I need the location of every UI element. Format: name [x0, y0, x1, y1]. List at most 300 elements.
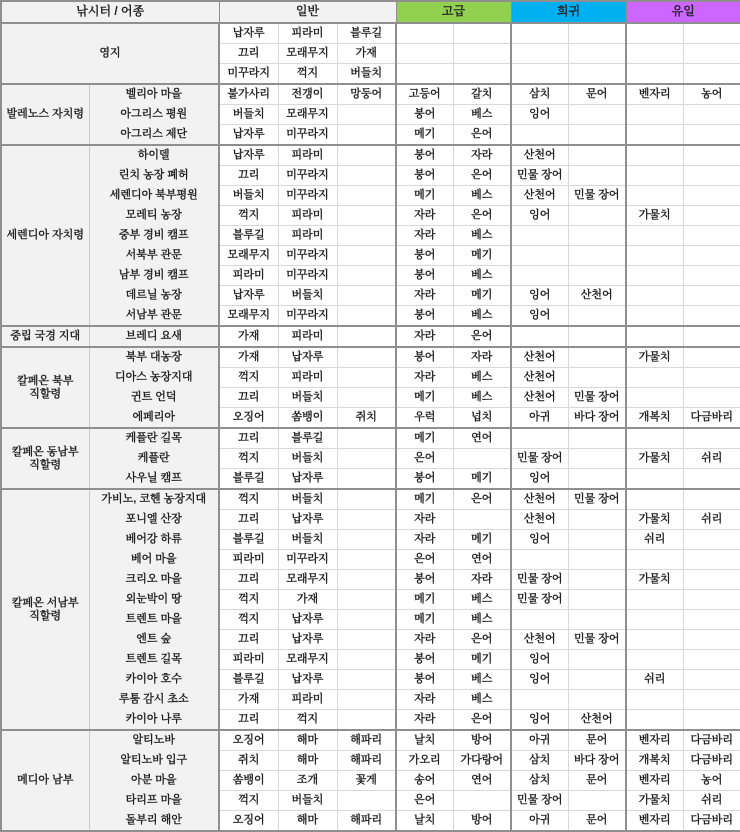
- location-label: 브레디 요새: [89, 326, 219, 347]
- fish-cell-advanced: 붕어: [396, 246, 453, 266]
- table-row: [1, 771, 740, 791]
- location-label: 루툼 감시 초소: [89, 690, 219, 710]
- empty-cell: [626, 690, 683, 710]
- fish-cell-advanced: 메기: [396, 428, 453, 449]
- location-label: 베어 마을: [89, 550, 219, 570]
- table-row: [1, 630, 740, 650]
- empty-cell: [568, 347, 626, 368]
- fish-cell-normal: 블루길: [219, 670, 278, 690]
- empty-cell: [626, 286, 683, 306]
- empty-cell: [683, 550, 740, 570]
- fish-cell-normal: 해파리: [337, 730, 396, 751]
- fish-cell-advanced: 갈치: [453, 84, 511, 105]
- header-spot-species: 낚시터 / 어종: [1, 1, 219, 23]
- empty-cell: [683, 347, 740, 368]
- fish-cell-advanced: 은어: [453, 710, 511, 731]
- empty-cell: [626, 306, 683, 327]
- fish-cell-normal: 버들치: [278, 449, 337, 469]
- location-label: 벨리아 마을: [89, 84, 219, 105]
- fish-cell-advanced: 붕어: [396, 570, 453, 590]
- empty-cell: [626, 428, 683, 449]
- fish-cell-normal: 꺽지: [219, 610, 278, 630]
- fish-cell-advanced: 메기: [453, 650, 511, 670]
- fish-cell-advanced: 베스: [453, 186, 511, 206]
- fish-cell-advanced: 은어: [453, 630, 511, 650]
- table-body: [1, 23, 740, 831]
- fish-cell-normal: 꺽지: [219, 489, 278, 510]
- empty-cell: [626, 105, 683, 125]
- location-label: 케플란 길목: [89, 428, 219, 449]
- location-label: 서북부 관문: [89, 246, 219, 266]
- empty-cell: [626, 125, 683, 146]
- fish-cell-normal: 버들치: [278, 791, 337, 811]
- fish-cell-rare: 아귀: [511, 730, 568, 751]
- fish-cell-rare: 삼치: [511, 84, 568, 105]
- empty-cell: [337, 206, 396, 226]
- fish-cell-rare: 산천어: [568, 286, 626, 306]
- location-label: 모레티 농장: [89, 206, 219, 226]
- empty-cell: [511, 246, 568, 266]
- fish-cell-rare: 산천어: [511, 630, 568, 650]
- fish-cell-advanced: 자라: [396, 206, 453, 226]
- empty-cell: [568, 246, 626, 266]
- fish-cell-rare: 문어: [568, 771, 626, 791]
- table-row: [1, 730, 740, 751]
- fish-cell-advanced: 우럭: [396, 408, 453, 429]
- fish-cell-normal: 꺽지: [219, 368, 278, 388]
- fish-cell-advanced: 베스: [453, 226, 511, 246]
- fish-cell-advanced: 베스: [453, 590, 511, 610]
- table-row: [1, 326, 740, 347]
- fish-cell-normal: 납자루: [219, 125, 278, 146]
- empty-cell: [568, 105, 626, 125]
- fish-cell-unique: 쉬리: [683, 510, 740, 530]
- fish-cell-rare: 잉어: [511, 530, 568, 550]
- table-row: [1, 23, 740, 44]
- region-label: 세렌디아 자치령: [1, 145, 89, 326]
- empty-cell: [683, 570, 740, 590]
- fish-cell-advanced: 메기: [396, 125, 453, 146]
- empty-cell: [683, 186, 740, 206]
- empty-cell: [683, 125, 740, 146]
- empty-cell: [683, 690, 740, 710]
- fish-cell-normal: 끄리: [219, 428, 278, 449]
- header-grade-rare: 희귀: [511, 1, 626, 23]
- empty-cell: [511, 428, 568, 449]
- empty-cell: [626, 266, 683, 286]
- fish-cell-normal: 미꾸라지: [278, 306, 337, 327]
- fish-cell-rare: 잉어: [511, 650, 568, 670]
- empty-cell: [337, 428, 396, 449]
- fish-cell-advanced: 방어: [453, 811, 511, 832]
- fish-cell-advanced: 은어: [453, 166, 511, 186]
- table-row: [1, 449, 740, 469]
- fish-cell-advanced: 붕어: [396, 347, 453, 368]
- empty-cell: [396, 23, 453, 44]
- fish-cell-normal: 가재: [219, 690, 278, 710]
- fish-cell-normal: 끄리: [219, 166, 278, 186]
- fish-cell-normal: 버들치: [278, 489, 337, 510]
- empty-cell: [683, 286, 740, 306]
- fish-cell-advanced: 붕어: [396, 306, 453, 327]
- empty-cell: [683, 166, 740, 186]
- table-row: [1, 530, 740, 550]
- empty-cell: [683, 326, 740, 347]
- fish-cell-normal: 버들치: [219, 105, 278, 125]
- fish-cell-normal: 납자루: [219, 23, 278, 44]
- fish-cell-advanced: 메기: [396, 388, 453, 408]
- empty-cell: [626, 326, 683, 347]
- location-label: 알티노바: [89, 730, 219, 751]
- location-label: 귄트 언덕: [89, 388, 219, 408]
- fish-cell-normal: 꺽지: [219, 590, 278, 610]
- empty-cell: [568, 226, 626, 246]
- table-row: [1, 428, 740, 449]
- fish-cell-advanced: 메기: [396, 590, 453, 610]
- fish-cell-normal: 피라미: [278, 326, 337, 347]
- fish-cell-normal: 가재: [219, 347, 278, 368]
- location-label: 북부 대농장: [89, 347, 219, 368]
- fish-cell-normal: 블루길: [337, 23, 396, 44]
- fish-cell-rare: 잉어: [511, 469, 568, 490]
- fish-cell-normal: 미꾸라지: [278, 186, 337, 206]
- table-row: [1, 590, 740, 610]
- empty-cell: [626, 145, 683, 166]
- empty-cell: [568, 428, 626, 449]
- fish-cell-normal: 해마: [278, 751, 337, 771]
- empty-cell: [337, 347, 396, 368]
- empty-cell: [337, 368, 396, 388]
- fish-cell-advanced: 은어: [453, 206, 511, 226]
- fish-cell-advanced: 베스: [453, 388, 511, 408]
- empty-cell: [453, 791, 511, 811]
- location-label: 타리프 마을: [89, 791, 219, 811]
- region-label: 칼페온 북부 직할령: [1, 347, 89, 428]
- location-label: 아그리스 제단: [89, 125, 219, 146]
- fish-cell-rare: 삼치: [511, 771, 568, 791]
- fish-cell-unique: 다금바리: [683, 751, 740, 771]
- fish-cell-normal: 해마: [278, 730, 337, 751]
- fish-cell-normal: 미꾸라지: [278, 125, 337, 146]
- fish-cell-normal: 피라미: [278, 690, 337, 710]
- empty-cell: [626, 186, 683, 206]
- fish-cell-normal: 끄리: [219, 570, 278, 590]
- fish-cell-advanced: 메기: [453, 286, 511, 306]
- empty-cell: [683, 428, 740, 449]
- location-label: 카이아 나루: [89, 710, 219, 731]
- table-row: [1, 266, 740, 286]
- empty-cell: [626, 226, 683, 246]
- fish-cell-advanced: 자라: [396, 530, 453, 550]
- table-row: [1, 510, 740, 530]
- table-row: [1, 368, 740, 388]
- empty-cell: [568, 690, 626, 710]
- fish-cell-normal: 납자루: [278, 670, 337, 690]
- table-row: [1, 408, 740, 429]
- fish-cell-unique: 다금바리: [683, 811, 740, 832]
- fish-cell-normal: 피라미: [219, 266, 278, 286]
- fish-cell-advanced: 베스: [453, 266, 511, 286]
- fish-cell-rare: 민물 장어: [568, 489, 626, 510]
- empty-cell: [626, 550, 683, 570]
- fish-cell-normal: 모래무지: [219, 306, 278, 327]
- location-label: 외눈박이 땅: [89, 590, 219, 610]
- fish-cell-normal: 버들치: [278, 388, 337, 408]
- fish-cell-rare: 민물 장어: [511, 449, 568, 469]
- fish-cell-advanced: 가오리: [396, 751, 453, 771]
- fish-cell-normal: 납자루: [278, 469, 337, 490]
- table-row: [1, 650, 740, 670]
- fish-cell-normal: 블루길: [219, 469, 278, 490]
- empty-cell: [683, 530, 740, 550]
- fish-cell-unique: 개복치: [626, 408, 683, 429]
- fish-cell-unique: 쉬리: [683, 791, 740, 811]
- fish-cell-normal: 버들치: [337, 64, 396, 85]
- empty-cell: [568, 145, 626, 166]
- fish-cell-normal: 모래무지: [278, 105, 337, 125]
- empty-cell: [683, 670, 740, 690]
- empty-cell: [337, 630, 396, 650]
- empty-cell: [626, 610, 683, 630]
- location-label: 트렌트 마을: [89, 610, 219, 630]
- empty-cell: [453, 449, 511, 469]
- header-grade-unique: 유일: [626, 1, 740, 23]
- fish-cell-normal: 망둥어: [337, 84, 396, 105]
- location-label: 카이아 호수: [89, 670, 219, 690]
- empty-cell: [683, 145, 740, 166]
- empty-cell: [337, 266, 396, 286]
- empty-cell: [337, 326, 396, 347]
- fish-cell-normal: 전갱이: [278, 84, 337, 105]
- fish-cell-normal: 버들치: [219, 186, 278, 206]
- region-label: 영지: [1, 23, 219, 84]
- empty-cell: [337, 388, 396, 408]
- fish-cell-advanced: 방어: [453, 730, 511, 751]
- empty-cell: [511, 610, 568, 630]
- empty-cell: [337, 550, 396, 570]
- location-label: 세렌디아 북부평원: [89, 186, 219, 206]
- location-label: 남부 경비 캠프: [89, 266, 219, 286]
- table-row: [1, 145, 740, 166]
- empty-cell: [683, 64, 740, 85]
- fish-cell-normal: 쏨뱅이: [219, 771, 278, 791]
- empty-cell: [626, 710, 683, 731]
- fish-cell-normal: 납자루: [278, 610, 337, 630]
- fish-cell-unique: 벤자리: [626, 84, 683, 105]
- table-row: [1, 347, 740, 368]
- table-row: [1, 791, 740, 811]
- region-label: 중립 국경 지대: [1, 326, 89, 347]
- region-label: 칼페온 동남부 직할령: [1, 428, 89, 489]
- empty-cell: [568, 670, 626, 690]
- fish-cell-rare: 문어: [568, 730, 626, 751]
- empty-cell: [626, 64, 683, 85]
- empty-cell: [568, 125, 626, 146]
- location-label: 크리오 마을: [89, 570, 219, 590]
- fish-cell-unique: 농어: [683, 84, 740, 105]
- table-row: [1, 690, 740, 710]
- empty-cell: [511, 23, 568, 44]
- fish-cell-advanced: 메기: [396, 186, 453, 206]
- fish-cell-advanced: 붕어: [396, 105, 453, 125]
- fish-cell-advanced: 송어: [396, 771, 453, 791]
- fish-cell-normal: 불가사리: [219, 84, 278, 105]
- fish-cell-rare: 문어: [568, 84, 626, 105]
- empty-cell: [568, 510, 626, 530]
- table-row: [1, 811, 740, 832]
- fish-cell-rare: 아귀: [511, 408, 568, 429]
- fish-cell-advanced: 은어: [396, 791, 453, 811]
- empty-cell: [511, 64, 568, 85]
- fish-cell-advanced: 메기: [396, 610, 453, 630]
- fish-cell-advanced: 메기: [453, 246, 511, 266]
- fish-cell-normal: 쥐치: [337, 408, 396, 429]
- empty-cell: [453, 23, 511, 44]
- empty-cell: [568, 530, 626, 550]
- fish-cell-unique: 개복치: [626, 751, 683, 771]
- fish-cell-unique: 쉬리: [626, 530, 683, 550]
- empty-cell: [626, 23, 683, 44]
- location-label: 포니엘 산장: [89, 510, 219, 530]
- location-label: 사우닐 캠프: [89, 469, 219, 490]
- empty-cell: [337, 246, 396, 266]
- table-row: [1, 206, 740, 226]
- empty-cell: [337, 125, 396, 146]
- fish-cell-unique: 다금바리: [683, 730, 740, 751]
- region-label: 메디아 남부: [1, 730, 89, 831]
- table-row: [1, 105, 740, 125]
- empty-cell: [337, 449, 396, 469]
- empty-cell: [396, 64, 453, 85]
- empty-cell: [337, 590, 396, 610]
- empty-cell: [683, 368, 740, 388]
- fish-cell-normal: 블루길: [219, 226, 278, 246]
- fish-cell-rare: 잉어: [511, 710, 568, 731]
- table-row: [1, 469, 740, 490]
- fish-cell-advanced: 고등어: [396, 84, 453, 105]
- fish-cell-advanced: 붕어: [396, 145, 453, 166]
- fish-cell-normal: 피라미: [278, 145, 337, 166]
- fish-cell-normal: 끄리: [219, 388, 278, 408]
- fish-cell-rare: 산천어: [511, 510, 568, 530]
- fish-cell-normal: 오징어: [219, 811, 278, 832]
- fish-cell-advanced: 붕어: [396, 650, 453, 670]
- empty-cell: [511, 44, 568, 64]
- fish-cell-normal: 미꾸라지: [278, 166, 337, 186]
- empty-cell: [337, 710, 396, 731]
- location-label: 베어강 하류: [89, 530, 219, 550]
- location-label: 린치 농장 폐허: [89, 166, 219, 186]
- fish-cell-rare: 바다 장어: [568, 408, 626, 429]
- fish-cell-advanced: 붕어: [396, 266, 453, 286]
- empty-cell: [626, 489, 683, 510]
- fish-cell-normal: 가재: [337, 44, 396, 64]
- location-label: 가비노, 코헨 농장지대: [89, 489, 219, 510]
- fish-cell-unique: 가물치: [626, 206, 683, 226]
- fish-cell-normal: 납자루: [219, 145, 278, 166]
- empty-cell: [626, 388, 683, 408]
- empty-cell: [568, 791, 626, 811]
- empty-cell: [396, 44, 453, 64]
- empty-cell: [626, 650, 683, 670]
- empty-cell: [568, 266, 626, 286]
- location-label: 알티노바 입구: [89, 751, 219, 771]
- fish-cell-rare: 잉어: [511, 105, 568, 125]
- fish-cell-rare: 삼치: [511, 751, 568, 771]
- fish-cell-rare: 민물 장어: [568, 186, 626, 206]
- fish-cell-normal: 피라미: [278, 23, 337, 44]
- fish-cell-advanced: 붕어: [396, 670, 453, 690]
- empty-cell: [453, 64, 511, 85]
- fish-cell-advanced: 은어: [396, 449, 453, 469]
- fish-cell-advanced: 연어: [453, 550, 511, 570]
- empty-cell: [337, 145, 396, 166]
- fish-cell-normal: 해마: [278, 811, 337, 832]
- fish-cell-normal: 끄리: [219, 630, 278, 650]
- fish-cell-rare: 민물 장어: [511, 590, 568, 610]
- empty-cell: [683, 105, 740, 125]
- empty-cell: [337, 610, 396, 630]
- fish-cell-advanced: 은어: [453, 125, 511, 146]
- fish-cell-normal: 쏨뱅이: [278, 408, 337, 429]
- empty-cell: [626, 246, 683, 266]
- fish-cell-normal: 끄리: [219, 510, 278, 530]
- empty-cell: [568, 469, 626, 490]
- fish-cell-normal: 조개: [278, 771, 337, 791]
- fish-cell-advanced: 연어: [453, 771, 511, 791]
- fish-cell-advanced: 연어: [453, 428, 511, 449]
- fish-cell-advanced: 자라: [453, 570, 511, 590]
- fish-cell-advanced: 붕어: [396, 469, 453, 490]
- fish-cell-unique: 벤자리: [626, 730, 683, 751]
- empty-cell: [683, 388, 740, 408]
- empty-cell: [683, 610, 740, 630]
- fish-cell-advanced: 메기: [453, 530, 511, 550]
- fish-cell-advanced: 가다랑어: [453, 751, 511, 771]
- fish-cell-normal: 납자루: [278, 510, 337, 530]
- fish-cell-normal: 꺽지: [219, 206, 278, 226]
- fish-cell-normal: 오징어: [219, 730, 278, 751]
- fish-cell-advanced: 베스: [453, 670, 511, 690]
- location-label: 하이델: [89, 145, 219, 166]
- fish-cell-advanced: 넙치: [453, 408, 511, 429]
- fish-cell-advanced: 베스: [453, 610, 511, 630]
- empty-cell: [453, 44, 511, 64]
- header-grade-normal: 일반: [219, 1, 396, 23]
- fish-cell-unique: 농어: [683, 771, 740, 791]
- fish-cell-advanced: 자라: [396, 226, 453, 246]
- fish-cell-unique: 다금바리: [683, 408, 740, 429]
- empty-cell: [683, 246, 740, 266]
- fish-cell-unique: 가물치: [626, 347, 683, 368]
- table-row: [1, 186, 740, 206]
- fish-cell-rare: 산천어: [511, 489, 568, 510]
- fish-cell-normal: 모래무지: [219, 246, 278, 266]
- fish-cell-normal: 꺽지: [278, 710, 337, 731]
- fish-cell-normal: 꺽지: [278, 64, 337, 85]
- fish-cell-normal: 피라미: [219, 550, 278, 570]
- fish-cell-normal: 피라미: [278, 368, 337, 388]
- empty-cell: [626, 44, 683, 64]
- fish-cell-normal: 모래무지: [278, 44, 337, 64]
- fish-cell-normal: 납자루: [278, 630, 337, 650]
- header-grade-advanced: 고급: [396, 1, 511, 23]
- fish-cell-advanced: 베스: [453, 368, 511, 388]
- location-label: 데르닐 농장: [89, 286, 219, 306]
- fish-cell-normal: 피라미: [278, 226, 337, 246]
- fish-cell-advanced: 자라: [396, 710, 453, 731]
- fish-cell-advanced: 붕어: [396, 166, 453, 186]
